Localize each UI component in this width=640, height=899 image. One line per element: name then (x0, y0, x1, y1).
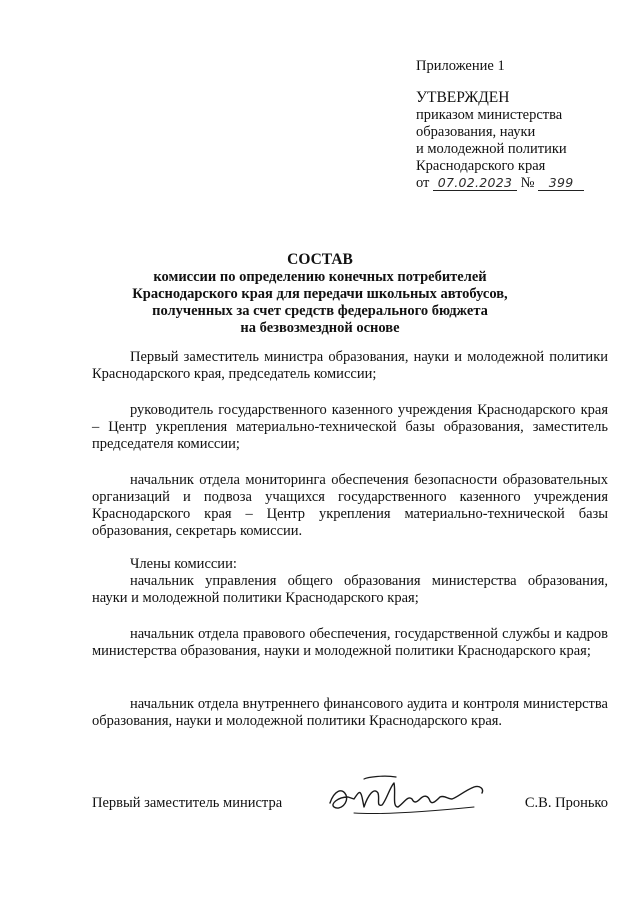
member-text: руководитель государственного казенного учреждения Краснодарского края – Центр укрепления материально-технической базы образования, заместитель председателя комиссии; (92, 402, 608, 452)
approved-label: УТВЕРЖДЕН (416, 89, 510, 106)
title-line: комиссии по определению конечных потребителей (153, 269, 487, 285)
member-text: начальник управления общего образования министерства образования, науки и молодежной политики Краснодарского края; (92, 573, 608, 606)
title-line: полученных за счет средств федерального бюджета (152, 303, 488, 319)
signatory-name: С.В. Пронько (524, 795, 608, 811)
commission-member (92, 626, 608, 660)
order-date: 07.02.2023 (433, 176, 517, 191)
commission-member (92, 573, 608, 607)
member-text: Первый заместитель министра образования, науки и молодежной политики Краснодарского края, председатель комиссии; (92, 349, 608, 382)
approval-line: приказом министерства (416, 107, 563, 123)
commission-members-label (92, 556, 608, 573)
signature-block (92, 793, 608, 817)
member-secretary (92, 472, 608, 540)
members-label-text: Члены комиссии: (130, 556, 237, 572)
annex-label: Приложение 1 (416, 58, 505, 74)
approval-line: Краснодарского края (416, 158, 546, 174)
member-text: начальник отдела правового обеспечения, государственной службы и кадров министерства образования, науки и молодежной политики Краснодарского края; (92, 626, 608, 659)
title-line: на безвозмездной основе (240, 320, 400, 336)
document-title (0, 251, 640, 337)
member-text: начальник отдела внутреннего финансового аудита и контроля министерства образования, науки и молодежной политики Краснодарского края. (92, 696, 608, 729)
member-text: начальник отдела мониторинга обеспечения безопасности образовательных организаций и подвоза учащихся государственного казенного учреждения Краснодарского края – Центр укрепления материально-технической базы образования, секретарь комиссии. (92, 472, 608, 539)
approval-block (416, 58, 626, 192)
signatory-position: Первый заместитель министра (92, 795, 283, 811)
title-line: Краснодарского края для передачи школьных автобусов, (132, 286, 508, 302)
approval-line: образования, науки (416, 124, 536, 140)
handwritten-signature (324, 773, 494, 825)
member-deputy (92, 402, 608, 453)
from-label: от (416, 175, 430, 191)
title-heading: СОСТАВ (287, 251, 353, 268)
number-label: № (520, 175, 535, 191)
order-number: 399 (538, 176, 584, 191)
order-line (416, 175, 626, 192)
member-chairman (92, 349, 608, 383)
approval-line: и молодежной политики (416, 141, 567, 157)
commission-member (92, 696, 608, 730)
